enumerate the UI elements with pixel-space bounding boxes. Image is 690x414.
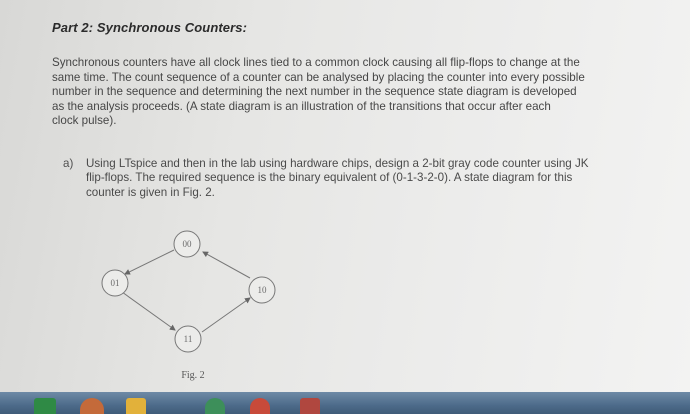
state-node bbox=[102, 270, 128, 296]
item-text bbox=[86, 157, 642, 200]
state-label: 10 bbox=[257, 285, 267, 295]
transition-arrow bbox=[125, 250, 174, 274]
item-line: Using LTspice and then in the lab using hardware chips, design a 2-bit gray code counter using JK bbox=[86, 157, 589, 170]
media-icon[interactable] bbox=[80, 398, 104, 414]
state-label: 01 bbox=[110, 278, 120, 288]
paragraph-line: number in the sequence and determining the next number in the sequence state diagram is developed bbox=[52, 85, 577, 99]
intro-paragraph bbox=[52, 56, 646, 129]
state-label: 11 bbox=[183, 334, 193, 344]
app-icon[interactable] bbox=[126, 398, 146, 414]
transition-arrow bbox=[122, 292, 175, 330]
paragraph-line: clock pulse). bbox=[52, 114, 117, 128]
excel-icon[interactable] bbox=[34, 398, 56, 414]
chrome-icon[interactable] bbox=[205, 398, 225, 414]
state-node bbox=[174, 231, 200, 257]
item-line: flip-flops. The required sequence is the binary equivalent of (0-1-3-2-0). A state diagram for this bbox=[86, 171, 573, 185]
state-diagram bbox=[90, 228, 300, 388]
transition-arrow bbox=[203, 252, 250, 278]
section-heading: Part 2: Synchronous Counters: bbox=[52, 20, 248, 35]
paragraph-line: Synchronous counters have all clock lines tied to a common clock causing all flip-flops to change at the bbox=[52, 56, 580, 69]
taskbar bbox=[0, 392, 690, 414]
paragraph-line: same time. The count sequence of a counter can be analysed by placing the counter into every possible bbox=[52, 70, 585, 84]
figure-caption: Fig. 2 bbox=[181, 370, 205, 381]
state-node bbox=[249, 277, 275, 303]
state-label: 00 bbox=[182, 239, 192, 249]
app-icon-2[interactable] bbox=[300, 398, 320, 414]
transition-arrow bbox=[202, 298, 250, 332]
paragraph-line: as the analysis proceeds. (A state diagram is an illustration of the transitions that occur after each bbox=[52, 99, 551, 113]
chrome-icon-2[interactable] bbox=[250, 398, 270, 414]
item-line: counter is given in Fig. 2. bbox=[86, 185, 215, 199]
item-marker: a) bbox=[63, 157, 74, 170]
state-node bbox=[175, 326, 201, 352]
